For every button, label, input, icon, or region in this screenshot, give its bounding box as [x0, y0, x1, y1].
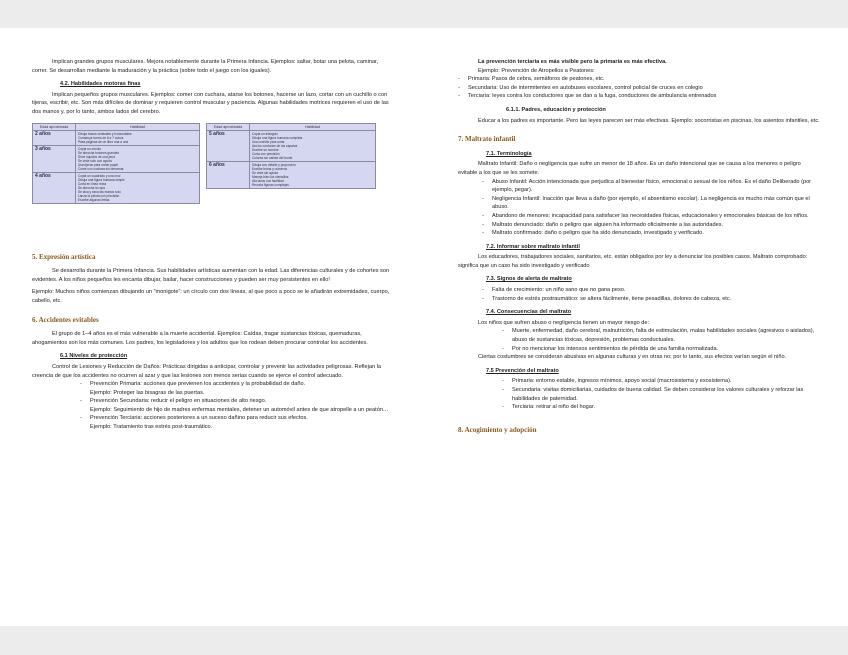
list-item: - Abandono de menores: incapacidad para satisfacer las necesidades físicas, educacionales y emocionales básicas de los niños. — [482, 212, 820, 221]
pedestrian-example: Ejemplo: Prevención de Atropellos a Peatones: — [478, 67, 595, 74]
list-item: - Trastorno de estrés postraumático: se altera fácilmente, tiene pesadillas, dolores de cabeza, etc. — [482, 295, 820, 304]
list-item: - Primaria: Pasos de cebra, semáforos de peatones, etc. — [458, 75, 820, 84]
consequences-paragraph: Los niños que sufren abuso o negligencia tienen un mayor riesgo de: — [478, 319, 650, 326]
fine-motor-paragraph: Implican pequeños grupos musculares. Ejemplos: comer con cuchara, atarse los botones, hacerse un lazo, cortar con un cuchillo o con tijeras, escribir, etc. Son más difíciles de dominar y requieren control muscular y paciencia. Algunas habilidades motrices requieren el uso de las dos manos y, por lo tanto, ambos lados del cerebro. — [32, 91, 389, 115]
heading-7-2: 7.2. Informar sobre maltrato infantil — [486, 243, 580, 250]
artistic-paragraph: Se desarrolla durante la Primera Infancia. Sus habilidades artísticas aumentan con la edad. Las diferencias culturales y de cohortes son evidentes. A los niños pequeños les encanta dibujar, bailar, hacer construcciones y pueden ser muy persistentes en ello! — [32, 268, 390, 283]
terminology-paragraph: Maltrato Infantil: Daño o negligencia que sufre un menor de 18 años. Es un daño intencional que se causa a los menores o peligro evitable a los que se les somete. — [458, 161, 801, 176]
document-page — [0, 28, 848, 626]
report-paragraph: Los educadores, trabajadores sociales, sanitarios, etc. están obligados por ley a denunciar los posibles casos. Maltrato comprobado: significa que un caso ha sido investigado y verificado — [458, 254, 808, 269]
heading-7-5: 7.5 Prevención del maltrato — [486, 367, 559, 374]
list-item-example: Ejemplo: Proteger las bisagras de las puertas. — [90, 389, 205, 396]
list-item: - Prevención Primaria: acciones que previenen los accidentes y la probabilidad de daño. — [80, 380, 394, 389]
list-item-example: Ejemplo: Tratamiento tras estrés post-traumático. — [90, 424, 213, 431]
skills-table-2 — [206, 123, 376, 189]
right-column — [458, 58, 820, 440]
table1-row: 2 años Dibuja trazos verticales y horizontales Construye torres de 6 a 7 cubos Pasa páginas de un libro una a una — [33, 130, 200, 145]
heading-4-2: 4.2. Habilidades motoras finas — [60, 81, 141, 88]
customs-paragraph: Ciertas costumbres se consideran abusivas en algunas culturas y en otras no; por lo tanto, sus efectos varían según el niño. — [478, 354, 787, 361]
table1-header-age: Edad aproximada — [33, 123, 76, 130]
heading-6-1: 6.1 Niveles de protección — [60, 353, 128, 360]
table1-header-skill: Habilidad — [76, 123, 200, 130]
section-5-title: 5. Expresión artística — [32, 252, 96, 261]
heading-7-3: 7.3. Signos de alerta de maltrato — [486, 276, 572, 283]
parents-paragraph: Educar a los padres es importante. Pero las leyes parecen ser más efectivas. Ejemplo: socorristas en piscinas, los asientos infantiles, etc. — [478, 117, 820, 124]
list-item: - Muerte, enfermedad, daño cerebral, malnutrición, falta de estimulación, malas habilidades sociales (agresivos o aislados), abuso de sustancias tóxicas, depresión, problemas conductuales. — [502, 327, 820, 344]
protection-paragraph: Control de Lesiones y Reducción de Daños: Prácticas dirigidas a anticipar, controlar y prevenir las actividades peligrosas. Reflejan la creencia de que los accidentes no ocurren al azar y que las lesiones son menos serias cuando se ejerce el control adecuado. — [32, 363, 381, 379]
section-6-title: 6. Accidentes evitables — [32, 315, 99, 324]
tertiary-note: La prevención terciaria es más visible pero la primaria es más efectiva. — [478, 59, 667, 65]
section-8-title: 8. Acogimiento y adopción — [458, 425, 537, 434]
table1-row: 4 años Copia un cuadrado y una cruz Dibuja una figura humana simple Corta en línea recta Se abrocha la ropa Se lava y seca las manos solo Lanza la pelota con precisión Escribe algunas letras — [33, 172, 200, 203]
list-item: - Negligencia Infantil: Inacción que lleva a daño (por ejemplo, el absentismo escolar). La negligencia es mucho más común que el abuso. — [482, 195, 820, 212]
heading-7-4: 7.4. Consecuencias del maltrato — [486, 309, 572, 316]
list-item: - Primaria: entorno estable, ingresos mínimos, apoyo social (macrosistema y exosistema). — [502, 377, 820, 386]
table2-header-age: Edad aproximada — [207, 123, 250, 130]
pedestrian-list — [458, 75, 820, 101]
terminology-list — [482, 178, 820, 238]
table1-row: 3 años Copia un círculo Se abrocha botones grandes Sirve líquidos de una jarra Se viste solo con ayuda Usa tijeras para cortar papel Come con cuchara sin derramar — [33, 145, 200, 172]
list-item: - Terciaria: leyes contra los conductores que se dan a la fuga, conductores de ambulancia entrenados — [458, 92, 820, 101]
list-item: - Maltrato confirmado: daño o peligro que ha sido denunciado, investigado y verificado. — [482, 229, 820, 238]
warning-signs-list — [482, 286, 820, 303]
artistic-example: Ejemplo: Muchos niños comienzan dibujando un “monigote”: un círculo con dos líneas, al que poco a poco se le añadirán extremidades, cuerpo, cabello, etc. — [32, 289, 390, 304]
section-7-title: 7. Maltrato infantil — [458, 135, 516, 144]
motor-skills-tables — [32, 123, 394, 243]
list-item: - Secundaria: Uso de intermitentes en autobuses escolares, control policial de cruces en colegio — [458, 84, 820, 93]
list-item: - Secundaria: visitas domiciliarias, cuidados de buena calidad. Se deben considerar los valores culturales y reforzar las habilidades de paternidad. — [502, 386, 820, 403]
list-item: - Terciaria: retirar al niño del hogar. — [502, 403, 820, 412]
prevention-maltreatment-list — [502, 377, 820, 411]
list-item: - Falta de crecimiento: un niño sano que no gana peso. — [482, 286, 820, 295]
list-item: - Abuso Infantil: Acción intencionada que perjudica al bienestar físico, emocional o sexual de los niños. Es el daño Deliberado (por ejemplo, pegar). — [482, 178, 820, 195]
table2-row: 5 años Copia un triángulo Dibuja una figura humana completa Usa cuchillo para untar Ata los cordones de los zapatos Escribe su nombre Corta con precisión Colorea sin salirse del borde — [207, 130, 376, 161]
list-item-example: Ejemplo: Seguimiento de hijo de madres enfermas mentales, detener un automóvil antes de que atropelle a un peatón… — [90, 406, 389, 413]
prevention-list — [80, 380, 394, 432]
heading-6-1-1: 6.1.1. Padres, educación y protección — [506, 106, 606, 113]
list-item: - Prevención Terciaria: acciones posteriores a un suceso dañino para reducir sus efectos. — [80, 414, 394, 423]
left-column — [32, 58, 394, 432]
skills-table-1 — [32, 123, 200, 204]
heading-7-1: 7.1. Terminología — [486, 150, 532, 157]
list-item: - Maltrato denunciado: daño o peligro que alguien ha informado oficialmente a las autoridades. — [482, 221, 820, 230]
gross-motor-paragraph: Implican grandes grupos musculares. Mejora notablemente durante la Primera Infancia. Ejemplos: saltar, botar una pelota, caminar, correr. Se desarrollan mediante la maduración y la práctica (sobre todo el juego con los iguales). — [32, 59, 379, 74]
list-item: - Prevención Secundaria: reducir el peligro en situaciones de alto riesgo. — [80, 397, 394, 406]
consequences-list — [502, 327, 820, 353]
table2-row: 6 años Dibuja con detalle y proporción Escribe letras y números Se viste sin ayuda Maneja bien los utensilios Ata lazos con facilidad Recorta figuras complejas — [207, 161, 376, 188]
table2-header-skill: Habilidad — [250, 123, 376, 130]
list-item: - Por no mencionar los intensos sentimientos de pérdida de una familia normalizada. — [502, 345, 820, 354]
accidents-paragraph: El grupo de 1–4 años es el más vulnerable a la muerte accidental. Ejemplos: Caídas, tragar sustancias tóxicas, quemaduras, ahogamientos son los más comunes. Los padres, los legisladores y los adultos que los rodean deben procurar controlar los accidentes. — [32, 331, 368, 346]
